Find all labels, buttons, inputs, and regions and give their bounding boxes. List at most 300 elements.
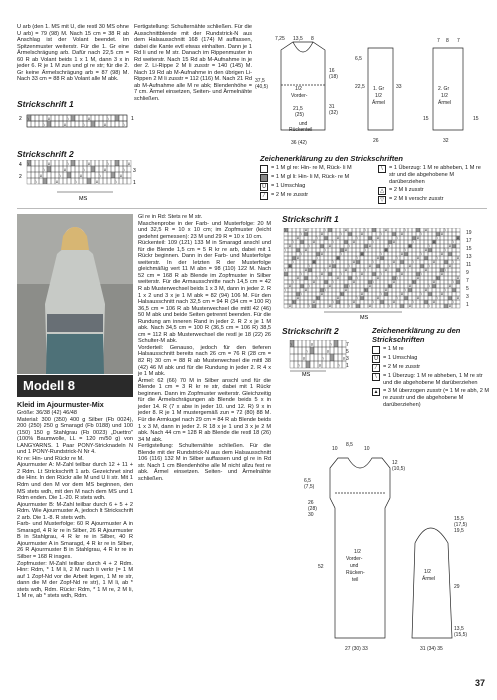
chart-cell — [328, 236, 332, 240]
chart-cell — [107, 121, 111, 127]
chart-cell — [71, 121, 75, 127]
chart-cell — [388, 272, 392, 276]
chart-cell — [91, 121, 95, 127]
chart-cell — [55, 121, 59, 127]
chart-cell — [296, 244, 300, 248]
chart-cell — [324, 256, 328, 260]
chart-cell — [440, 256, 444, 260]
chart-cell — [452, 228, 456, 232]
chart-cell — [396, 268, 400, 272]
chart-cell — [448, 248, 452, 252]
chart-cell — [420, 256, 424, 260]
chart-cell — [444, 252, 448, 256]
chart-cell — [336, 284, 340, 288]
chart-cell — [103, 160, 107, 166]
svg-text:(40,5): (40,5) — [255, 84, 269, 90]
chart-cell — [294, 354, 298, 361]
svg-text:27 (30) 33: 27 (30) 33 — [345, 646, 368, 652]
chart-cell — [348, 236, 352, 240]
chart-symbol: \ — [364, 268, 366, 273]
chart-symbol: \ — [298, 363, 300, 368]
chart-cell — [316, 300, 320, 304]
chart-cell — [314, 361, 318, 368]
chart-cell — [436, 300, 440, 304]
cable-line: Zopfmuster: M-Zahl teilbar durch 4 + 2 Rdm. Hinr: Rdm, * 1 M li, 2 M nach li verkr (= 1 M auf 1 Zopf-Nd vor die Arbeit legen, 1 M re str, dann die M der Zopf-Nd re str), 1 M li, ab * stets wdh, Rdm. Rückr: Rdm, * 1 M re, 2 M li, 1 M re, ab * stets wdh, Rdm. — [17, 560, 133, 600]
chart-cell — [444, 296, 448, 300]
chart-cell — [372, 244, 376, 248]
chart-cell — [436, 244, 440, 248]
chart-cell — [344, 240, 348, 244]
chart-symbol: \ — [340, 252, 342, 257]
chart-cell — [296, 240, 300, 244]
chart-symbol: \ — [452, 280, 454, 285]
chart-symbol: U — [312, 300, 316, 305]
chart-cell — [356, 244, 360, 248]
chart-symbol: \ — [428, 304, 430, 309]
chart-cell — [304, 292, 308, 296]
chart-cell — [352, 264, 356, 268]
chart-cell — [352, 232, 356, 236]
chart-cell — [59, 166, 63, 172]
chart-cell — [392, 244, 396, 248]
chart-cell — [302, 347, 306, 354]
chart-cell — [376, 228, 380, 232]
chart-cell — [388, 296, 392, 300]
chart-cell — [79, 166, 83, 172]
chart-symbol: U — [408, 264, 412, 269]
chart-cell — [384, 272, 388, 276]
chart-cell — [310, 361, 314, 368]
bottom-schematic — [290, 438, 490, 658]
chart-symbol: U — [416, 296, 420, 301]
chart-cell — [384, 304, 388, 308]
chart-symbol: U — [336, 256, 340, 261]
svg-text:26: 26 — [373, 138, 379, 144]
chart-cell — [356, 264, 360, 268]
chart-cell — [304, 300, 308, 304]
chart-cell — [115, 121, 119, 127]
front-line: Vorderteil: Genauso, jedoch für den tieferen Halsausschnitt bereits nach 26 cm = 76 R (28 cm = 82 R) 30 cm = 88 R ab Musterwechsel die mittl 38 (42) 46 M abk und für die Rundung in jeder 2. R 4 x je 1 M abk. — [138, 344, 271, 378]
svg-text:MS: MS — [302, 372, 311, 376]
chart-symbol: U — [448, 284, 452, 289]
chart-cell — [51, 172, 55, 178]
chart-cell — [372, 248, 376, 252]
ssk-symbol-icon: \ — [378, 165, 386, 173]
chart-symbol: \ — [436, 256, 438, 261]
chart-cell — [312, 288, 316, 292]
lace-b-line: Ajourmuster B: M-Zahl teilbar durch 6 + 5 + 2 Rdm. Wie Ajourmuster A, jedoch lt Strickschrift 2 arb. Die 1.-8. R stets wdh. — [17, 501, 133, 521]
chart-symbol: \ — [372, 280, 374, 285]
chart-symbol: U — [408, 244, 412, 249]
chart-cell — [312, 268, 316, 272]
chart-cell — [75, 160, 79, 166]
chart-symbol: U — [47, 161, 51, 166]
chart-cell — [332, 252, 336, 256]
chart-cell — [320, 260, 324, 264]
chart-symbol: U — [456, 236, 460, 241]
chart-cell — [440, 244, 444, 248]
chart-cell — [322, 347, 326, 354]
chart-cell — [440, 276, 444, 280]
chart-symbol: \ — [404, 268, 406, 273]
chart-cell — [308, 256, 312, 260]
chart-cell — [392, 272, 396, 276]
chart-cell — [326, 361, 330, 368]
chart-symbol: \ — [67, 116, 69, 121]
chart-cell — [416, 244, 420, 248]
chart-cell — [444, 292, 448, 296]
chart-cell — [320, 304, 324, 308]
chart-cell — [320, 240, 324, 244]
chart-cell — [424, 292, 428, 296]
chart-cell — [340, 284, 344, 288]
chart-cell — [456, 264, 460, 268]
chart-cell — [51, 160, 55, 166]
left-instructions — [17, 410, 133, 600]
chart-cell — [368, 272, 372, 276]
svg-text:Rücken-: Rücken- — [346, 570, 365, 576]
chart-cell — [322, 340, 326, 347]
chart-cell — [424, 240, 428, 244]
chart-cell — [43, 115, 47, 121]
svg-text:10: 10 — [364, 446, 370, 452]
chart-cell — [380, 236, 384, 240]
chart-cell — [388, 248, 392, 252]
chart-symbol: U — [103, 167, 107, 172]
svg-text:33: 33 — [396, 84, 402, 90]
chart-cell — [338, 354, 342, 361]
chart-cell — [292, 304, 296, 308]
row-number: 7 — [466, 278, 469, 284]
chart-cell — [368, 252, 372, 256]
chart-symbol: U — [352, 300, 356, 305]
chart-symbol: \ — [380, 252, 382, 257]
chart-cell — [324, 276, 328, 280]
chart-symbol: U — [336, 296, 340, 301]
chart-cell — [328, 248, 332, 252]
chart-symbol: U — [400, 272, 404, 277]
chart-symbol: U — [87, 116, 91, 121]
chart-cell — [428, 252, 432, 256]
chart-symbol: U — [352, 240, 356, 245]
chart-cell — [360, 296, 364, 300]
chart-cell — [396, 264, 400, 268]
chart-cell — [376, 264, 380, 268]
chart-cell — [300, 276, 304, 280]
chart-cell — [35, 166, 39, 172]
chart-cell — [352, 244, 356, 248]
chart-cell — [296, 300, 300, 304]
chart-symbol: \ — [452, 260, 454, 265]
chart-symbol: \ — [340, 272, 342, 277]
chart-cell — [364, 272, 368, 276]
chart-symbol: U — [360, 292, 364, 297]
chart-cell — [336, 280, 340, 284]
chart-cell — [412, 232, 416, 236]
chart-cell — [300, 264, 304, 268]
chart-symbol: \ — [35, 179, 37, 184]
round-knit-line: Gl re in Rd: Stets re M str. — [138, 214, 203, 220]
chart-cell — [59, 160, 63, 166]
chart-cell — [384, 276, 388, 280]
chart-cell — [408, 276, 412, 280]
svg-text:1. Gr: 1. Gr — [373, 86, 385, 92]
chart-symbol: \ — [292, 240, 294, 245]
chart-symbol: \ — [396, 296, 398, 301]
chart-cell — [312, 232, 316, 236]
chart-cell — [308, 276, 312, 280]
chart-cell — [107, 178, 111, 184]
chart-symbol: \ — [316, 296, 318, 301]
chart-symbol: U — [392, 300, 396, 305]
chart-symbol: \ — [380, 272, 382, 277]
chart-cell — [35, 121, 39, 127]
chart-cell — [316, 268, 320, 272]
chart-symbol: U — [360, 252, 364, 257]
chart-cell — [456, 228, 460, 232]
chart-cell — [79, 160, 83, 166]
chart-cell — [424, 300, 428, 304]
chart-cell — [316, 228, 320, 232]
chart-cell — [452, 292, 456, 296]
chart-symbol: \ — [324, 288, 326, 293]
chart-cell — [364, 252, 368, 256]
chart-cell — [348, 228, 352, 232]
chart-cell — [404, 276, 408, 280]
chart-symbol: U — [440, 292, 444, 297]
chart-cell — [284, 296, 288, 300]
chart-cell — [87, 166, 91, 172]
chart-cell — [396, 280, 400, 284]
svg-text:1/2: 1/2 — [354, 549, 361, 555]
chart-cell — [428, 292, 432, 296]
chart-symbol: U — [432, 240, 436, 245]
chart-cell — [284, 280, 288, 284]
svg-text:7: 7 — [457, 38, 460, 44]
chart-cell — [396, 304, 400, 308]
chart-symbol: \ — [123, 122, 125, 127]
strickschrift1-big-heading: Strickschrift 1 — [282, 214, 339, 224]
chart-cell — [310, 347, 314, 354]
chart-cell — [304, 256, 308, 260]
chart-symbol: \ — [348, 264, 350, 269]
chart-cell — [95, 172, 99, 178]
chart-cell — [31, 115, 35, 121]
chart-cell — [119, 115, 123, 121]
chart-cell — [440, 300, 444, 304]
chart-cell — [91, 160, 95, 166]
chart-cell — [336, 264, 340, 268]
chart-cell — [360, 256, 364, 260]
chart-cell — [360, 260, 364, 264]
chart-symbol: U — [416, 236, 420, 241]
chart-cell — [424, 272, 428, 276]
chart-symbol: U — [328, 244, 332, 249]
chart-symbol: U — [448, 304, 452, 309]
chart-symbol: \ — [107, 116, 109, 121]
chart-symbol: U — [320, 232, 324, 237]
chart-cell — [408, 252, 412, 256]
chart-cell — [288, 292, 292, 296]
svg-text:(25): (25) — [295, 112, 304, 118]
chart-cell — [356, 280, 360, 284]
chart-symbol: U — [296, 296, 300, 301]
chart-cell — [412, 264, 416, 268]
chart-cell — [288, 276, 292, 280]
chart-cell — [452, 264, 456, 268]
chart-symbol: U — [304, 228, 308, 233]
chart-cell — [436, 280, 440, 284]
chart-cell — [300, 296, 304, 300]
chart-cell — [320, 280, 324, 284]
chart-symbol: \ — [115, 179, 117, 184]
chart-symbol: \ — [444, 268, 446, 273]
chart-cell — [328, 256, 332, 260]
chart-cell — [400, 240, 404, 244]
chart-symbol: U — [127, 161, 131, 166]
chart-cell — [348, 276, 352, 280]
chart-cell — [336, 268, 340, 272]
chart-cell — [380, 264, 384, 268]
chart-cell — [330, 354, 334, 361]
chart-cell — [372, 288, 376, 292]
chart-cell — [55, 115, 59, 121]
chart-cell — [308, 228, 312, 232]
svg-text:(28): (28) — [308, 506, 317, 512]
chart-cell — [420, 244, 424, 248]
svg-text:Ärmel: Ärmel — [438, 100, 452, 106]
knit-symbol-icon — [260, 165, 268, 173]
chart-cell — [368, 268, 372, 272]
chart-cell — [376, 260, 380, 264]
chart-cell — [344, 304, 348, 308]
chart-symbol: \ — [412, 240, 414, 245]
chart-cell — [396, 248, 400, 252]
chart-cell — [312, 272, 316, 276]
chart-cell — [292, 232, 296, 236]
chart-cell — [408, 236, 412, 240]
chart-cell — [340, 240, 344, 244]
chart-cell — [392, 288, 396, 292]
chart-cell — [95, 160, 99, 166]
chart-symbol: U — [456, 276, 460, 281]
chart-symbol: U — [368, 304, 372, 309]
chart-symbol: U — [39, 173, 43, 178]
chart-symbol: U — [352, 260, 356, 265]
chart-cell — [348, 288, 352, 292]
chart-cell — [99, 178, 103, 184]
chart-symbol: \ — [348, 304, 350, 309]
chart-cell — [428, 276, 432, 280]
chart-cell — [440, 280, 444, 284]
chart-cell — [294, 347, 298, 354]
chart-cell — [330, 347, 334, 354]
chart-cell — [412, 284, 416, 288]
chart-cell — [75, 115, 79, 121]
chart-cell — [444, 304, 448, 308]
chart-cell — [360, 264, 364, 268]
chart-cell — [404, 260, 408, 264]
chart-cell — [336, 240, 340, 244]
chart-cell — [424, 232, 428, 236]
chart-symbol: \ — [27, 161, 29, 166]
svg-text:3: 3 — [133, 168, 136, 174]
gauge-line: Maschenprobe in der Farb- und Musterfolge: 20 M und 32,5 R = 10 x 10 cm; im Zopfmuster (leicht gedehnt gemessen): 23 M und 29 R = 10 x 10 cm. — [138, 220, 271, 240]
chart-cell — [324, 232, 328, 236]
chart-cell — [364, 260, 368, 264]
chart-cell — [424, 252, 428, 256]
chart-cell — [288, 268, 292, 272]
chart-cell — [368, 236, 372, 240]
chart-cell — [332, 228, 336, 232]
chart-cell — [71, 166, 75, 172]
model-photo — [17, 214, 133, 374]
svg-text:Rückenteil: Rückenteil — [289, 127, 313, 133]
chart-cell — [456, 244, 460, 248]
chart-cell — [408, 248, 412, 252]
chart-cell — [444, 260, 448, 264]
legend-top-right: \ = 1 Überzug: 1 M re abheben, 1 M re str und die abgehobene M darüberziehen △ = 2 M li zusstr ▽ = 2 M li verschr zusstr — [378, 165, 488, 205]
chart-cell — [384, 280, 388, 284]
chart-cell — [348, 232, 352, 236]
chart-cell — [360, 300, 364, 304]
chart-symbol: U — [432, 280, 436, 285]
chart-symbol: \ — [308, 244, 310, 249]
chart-cell — [356, 268, 360, 272]
chart-cell — [352, 272, 356, 276]
chart-cell — [440, 284, 444, 288]
row-number: 13 — [466, 254, 472, 260]
chart-cell — [400, 256, 404, 260]
chart-symbol: U — [360, 232, 364, 237]
p2tog-tbl-symbol-icon: ▽ — [378, 196, 386, 204]
model-subtitle: Kleid im Ajourmuster-Mix — [17, 400, 104, 409]
chart-symbol: \ — [340, 232, 342, 237]
chart-symbol: U — [63, 167, 67, 172]
chart-cell — [312, 244, 316, 248]
chart-cell — [91, 166, 95, 172]
chart-cell — [296, 264, 300, 268]
chart-cell — [288, 232, 292, 236]
chart-symbol: U — [424, 288, 428, 293]
chart-symbol: \ — [83, 122, 85, 127]
chart-cell — [432, 288, 436, 292]
chart-cell — [79, 115, 83, 121]
chart-cell — [328, 272, 332, 276]
chart-symbol: \ — [284, 228, 286, 233]
chart-symbol: U — [392, 260, 396, 265]
chart-symbol: \ — [123, 167, 125, 172]
chart-cell — [312, 228, 316, 232]
chart-cell — [316, 288, 320, 292]
chart-cell — [312, 264, 316, 268]
svg-text:und: und — [299, 121, 308, 127]
chart-cell — [304, 276, 308, 280]
model-photo-image — [17, 214, 133, 374]
chart-cell — [300, 284, 304, 288]
chart-cell — [444, 272, 448, 276]
chart-symbol: U — [310, 342, 314, 347]
legend-bottom-heading: Zeichenerklärung zu den Strickschriften — [372, 326, 461, 344]
chart-cell — [123, 115, 127, 121]
chart-symbol: U — [288, 244, 292, 249]
chart-cell — [87, 121, 91, 127]
chart-cell — [452, 232, 456, 236]
chart-cell — [420, 240, 424, 244]
chart-symbol: \ — [292, 300, 294, 305]
chart-cell — [428, 236, 432, 240]
chart-symbol: \ — [388, 284, 390, 289]
